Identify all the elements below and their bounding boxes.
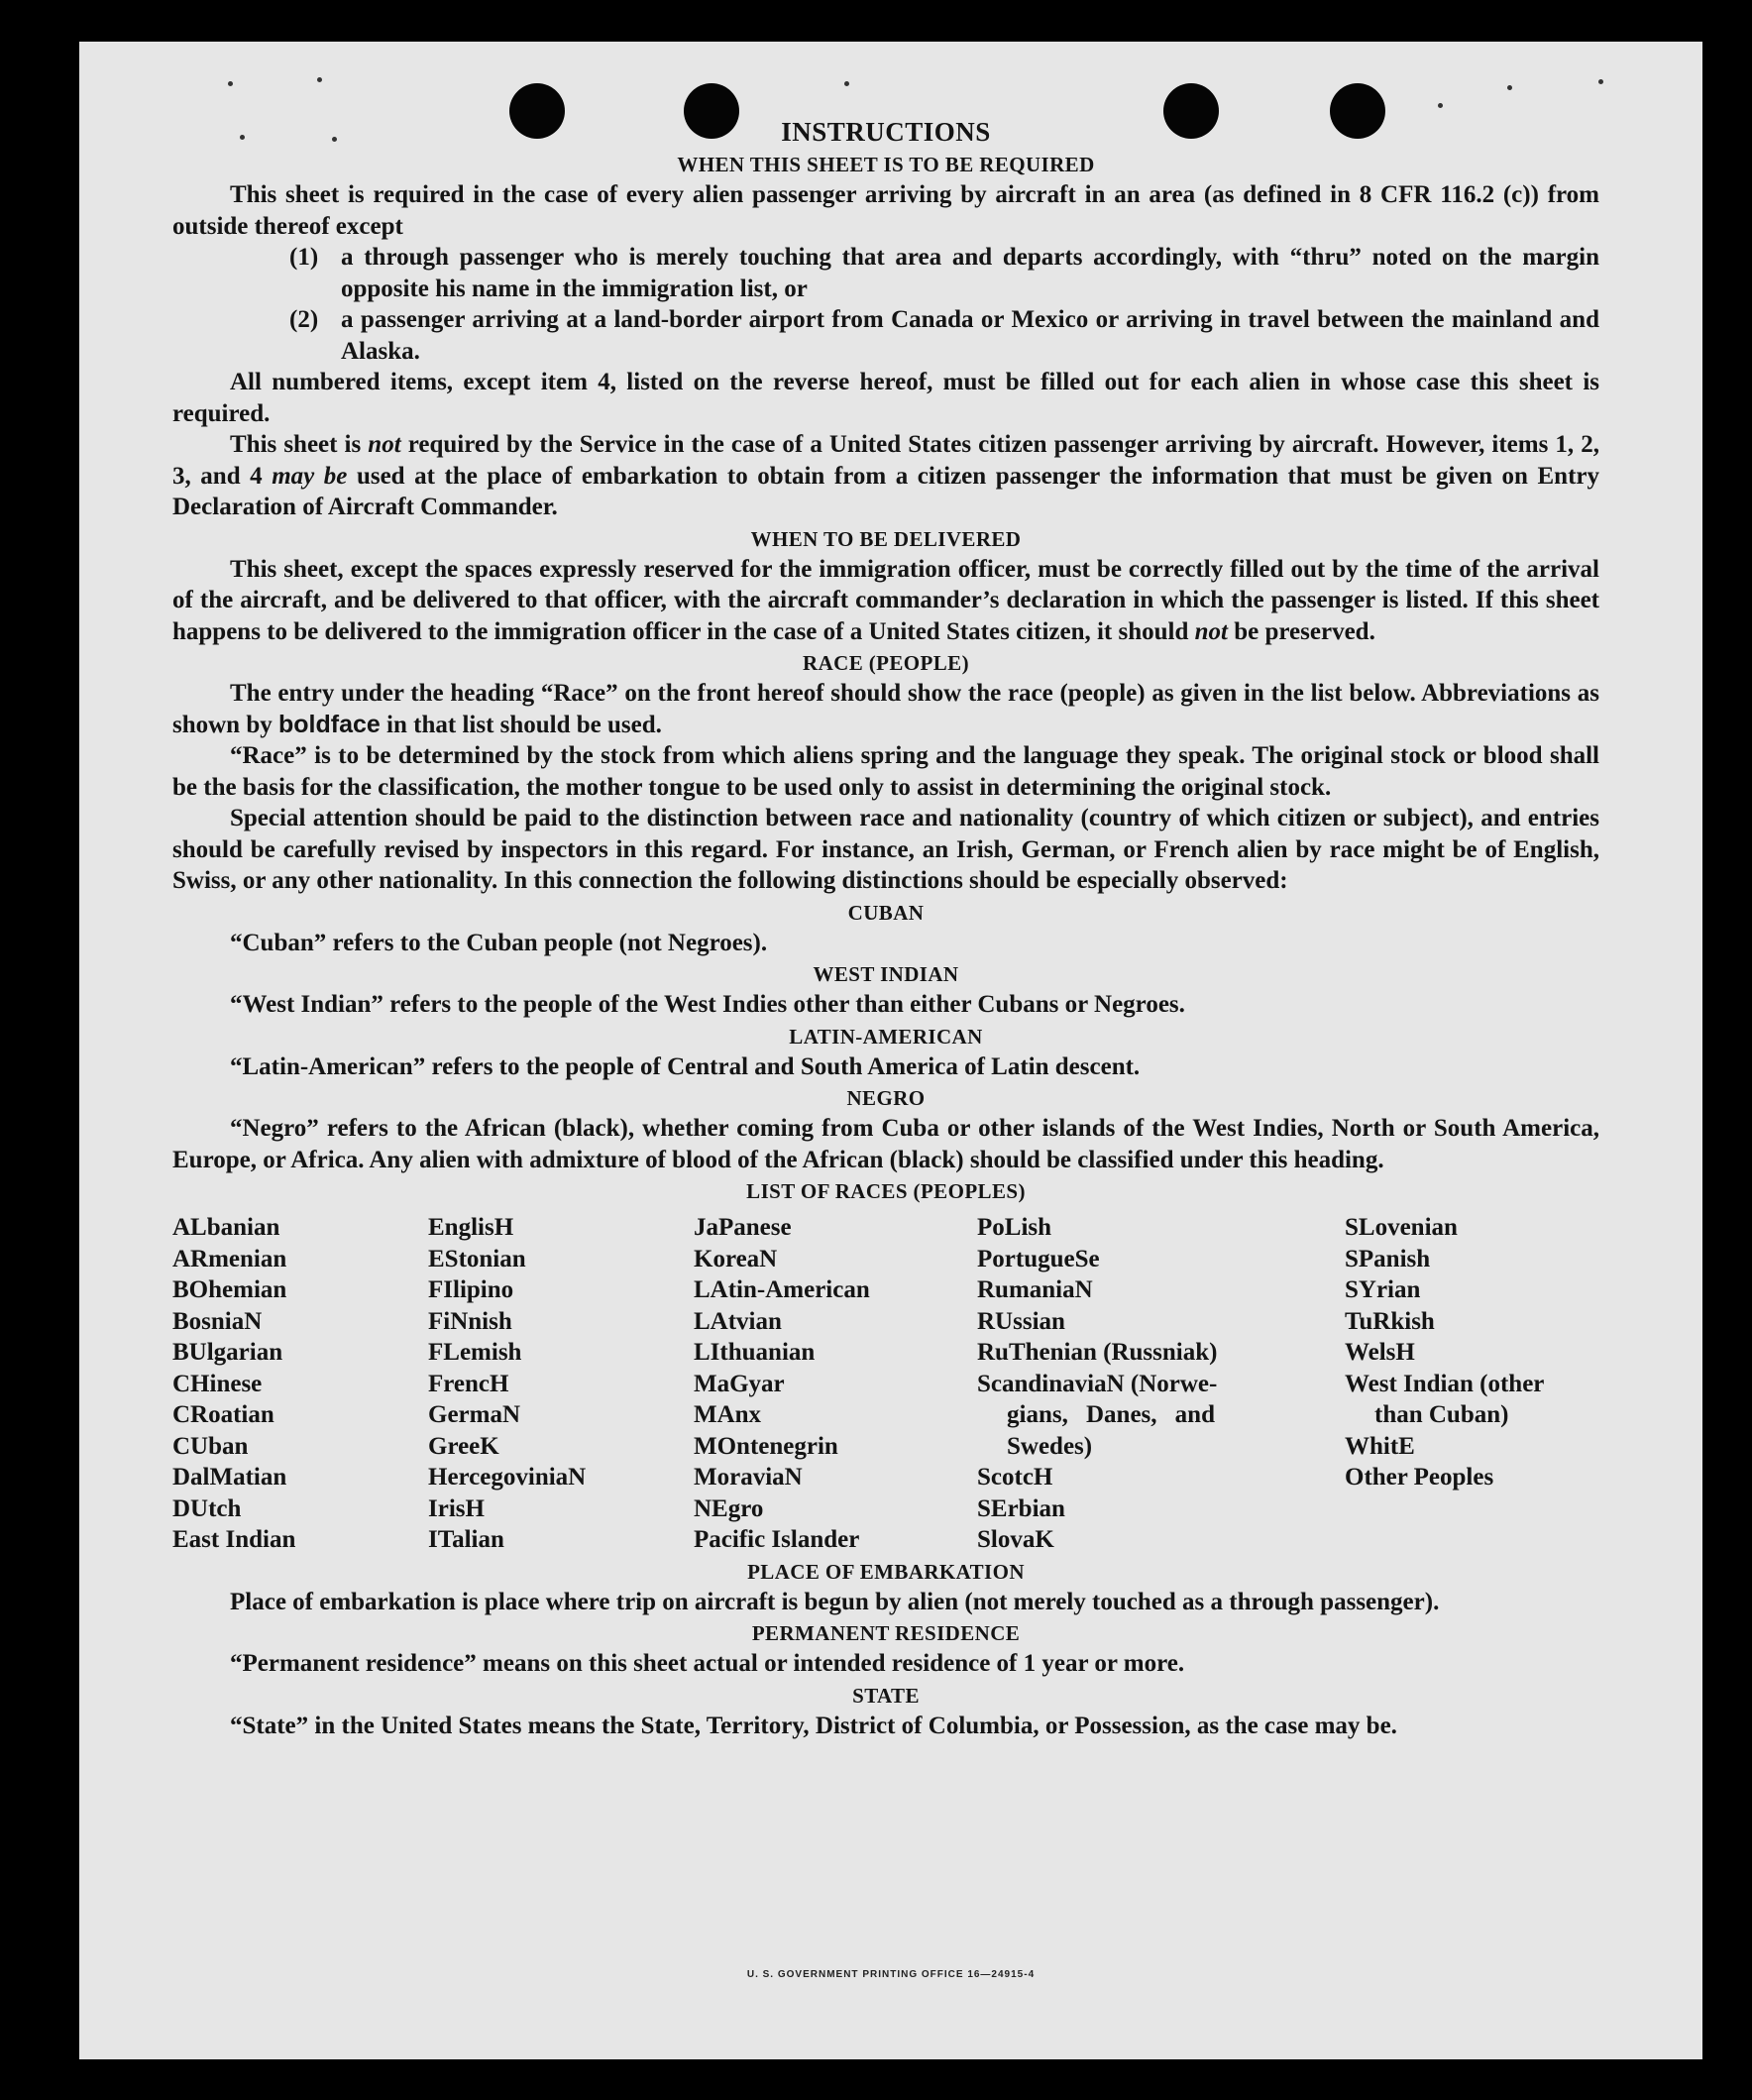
boldface-run: boldface: [278, 710, 381, 738]
race-entry: DalMatian: [172, 1464, 287, 1491]
race-entry: Other Peoples: [1345, 1464, 1494, 1491]
race-entry: BosniaN: [172, 1307, 263, 1335]
race-entry-continued: Swedes): [1007, 1432, 1093, 1460]
race-entry: JaPanese: [694, 1214, 792, 1241]
race-entry: FrencH: [428, 1370, 509, 1397]
race-entry: KoreaN: [694, 1245, 778, 1272]
speck: [1438, 103, 1443, 108]
heading-negro: NEGRO: [846, 1086, 926, 1110]
speck: [844, 81, 849, 86]
instructions-body: [172, 115, 1599, 1741]
word: Danes,: [1085, 1401, 1157, 1428]
list-item: [289, 242, 1599, 304]
race-entry: Pacific Islander: [694, 1526, 860, 1553]
heading-cuban: CUBAN: [847, 900, 925, 925]
paragraph: “Cuban” refers to the Cuban people (not Negroes).: [230, 929, 768, 956]
speck: [1507, 85, 1512, 90]
race-entry: LAtin-American: [694, 1276, 870, 1303]
race-entry: MaGyar: [694, 1370, 785, 1397]
heading-latin-american: LATIN-AMERICAN: [789, 1024, 983, 1049]
word: and: [1174, 1401, 1215, 1428]
heading-west-indian: WEST INDIAN: [813, 962, 959, 986]
italic-run: may be: [272, 462, 348, 490]
paragraph: This sheet is required in the case of every alien passenger arriving by aircraft in an area (as defined in 8 CFR 116.2 (c)) from outside thereof except: [172, 181, 1599, 240]
paragraph: [172, 554, 1599, 648]
race-entry: BUlgarian: [172, 1339, 283, 1366]
race-entry: PortugueSe: [977, 1245, 1100, 1272]
heading-state: STATE: [852, 1683, 920, 1708]
heading-race: RACE (PEOPLE): [803, 651, 969, 675]
race-entry: West Indian (other: [1345, 1370, 1545, 1397]
race-entry: MoraviaN: [694, 1464, 803, 1491]
heading-place-of-embarkation: PLACE OF EMBARKATION: [747, 1559, 1025, 1584]
race-entry: FiNnish: [428, 1307, 512, 1335]
race-entry: SPanish: [1345, 1245, 1431, 1272]
text-run: used at the place of embarkation to obtain from a citizen passenger the information that must be given on Entry Declaration of Aircraft Commander.: [172, 462, 1599, 520]
heading-when-delivered: WHEN TO BE DELIVERED: [750, 526, 1022, 551]
text-run: required by the Service in the case of a United States citizen passenger arriving by aircraft. However, items 1, 2, 3, and 4: [172, 431, 1599, 490]
paragraph: All numbered items, except item 4, listed on the reverse hereof, must be filled out for each alien in whose case this sheet is required.: [172, 369, 1599, 427]
item-number: (2): [289, 306, 319, 333]
race-column: [172, 1212, 428, 1556]
list-item: [289, 304, 1599, 367]
race-entry: FLemish: [428, 1339, 522, 1366]
race-entry-continued: [977, 1399, 1345, 1431]
text-run: This sheet, except the spaces expressly reserved for the immigration officer, must be correctly filled out by the time of the arrival of the aircraft, and be delivered to that officer, with the aircraft commander’s declaration in which the passenger is listed. If this sheet happens to be delivered to the immigration officer in the case of a United States citizen, it should: [172, 555, 1599, 645]
race-entry: WhitE: [1345, 1432, 1415, 1460]
italic-run: not: [368, 431, 401, 458]
race-entry: RUssian: [977, 1307, 1065, 1335]
race-entry: ScandinaviaN (Norwe-: [977, 1370, 1218, 1397]
document-page: [79, 42, 1702, 2059]
paragraph: “State” in the United States means the State, Territory, District of Columbia, or Possession, as the case may be.: [230, 1712, 1397, 1739]
race-entry: ScotcH: [977, 1464, 1053, 1491]
race-entry: CRoatian: [172, 1401, 274, 1428]
paragraph: “West Indian” refers to the people of the West Indies other than either Cubans or Negroes.: [230, 991, 1185, 1018]
paragraph: Place of embarkation is place where trip on aircraft is begun by alien (not merely touched as a through passenger).: [230, 1588, 1440, 1615]
race-entry: East Indian: [172, 1526, 296, 1553]
race-entry: RuThenian (Russniak): [977, 1339, 1218, 1366]
race-entry: SLovenian: [1345, 1214, 1458, 1241]
speck: [317, 77, 322, 82]
race-entry: EnglisH: [428, 1214, 514, 1241]
speck: [228, 81, 233, 86]
race-entry: ALbanian: [172, 1214, 280, 1241]
race-entry: RumaniaN: [977, 1276, 1093, 1303]
paragraph: “Permanent residence” means on this sheet actual or intended residence of 1 year or more.: [230, 1650, 1185, 1677]
race-entry: IrisH: [428, 1494, 485, 1522]
race-entry: ARmenian: [172, 1245, 287, 1272]
race-entry: CUban: [172, 1432, 249, 1460]
heading-when-required: WHEN THIS SHEET IS TO BE REQUIRED: [677, 153, 1095, 176]
race-entry: DUtch: [172, 1494, 242, 1522]
text-run: in that list should be used.: [380, 711, 662, 738]
text-run: be preserved.: [1228, 617, 1375, 645]
speck: [1598, 79, 1603, 84]
italic-run: not: [1194, 617, 1228, 645]
race-column: [1345, 1212, 1599, 1556]
race-entry: CHinese: [172, 1370, 263, 1397]
race-entry: TuRkish: [1345, 1307, 1435, 1335]
race-column: [977, 1212, 1345, 1556]
text-run: The entry under the heading “Race” on the front hereof should show the race (people) as given in the list below. Abbreviations as shown by: [172, 680, 1599, 738]
word: gians,: [1007, 1401, 1068, 1428]
race-column: [694, 1212, 977, 1556]
race-entry: MOntenegrin: [694, 1432, 838, 1460]
item-text: a passenger arriving at a land-border airport from Canada or Mexico or arriving in travel between the mainland and Alaska.: [341, 306, 1599, 365]
text-run: This sheet is: [230, 431, 369, 458]
race-entry: MAnx: [694, 1401, 762, 1428]
item-number: (1): [289, 244, 319, 271]
race-entry: HercegoviniaN: [428, 1464, 587, 1491]
race-entry: NEgro: [694, 1494, 764, 1522]
race-entry: LIthuanian: [694, 1339, 816, 1366]
race-entry: SErbian: [977, 1494, 1065, 1522]
page-title: INSTRUCTIONS: [781, 117, 991, 147]
race-entry: PoLish: [977, 1214, 1052, 1241]
heading-list-of-races: LIST OF RACES (PEOPLES): [746, 1179, 1026, 1203]
race-entry: LAtvian: [694, 1307, 782, 1335]
paragraph: “Negro” refers to the African (black), whether coming from Cuba or other islands of the West Indies, North or South America, Europe, or Africa. Any alien with admixture of blood of the African (black) should be classified under this heading.: [172, 1115, 1599, 1173]
race-entry: ITalian: [428, 1526, 504, 1553]
race-entry: GermaN: [428, 1401, 521, 1428]
printer-imprint: U. S. GOVERNMENT PRINTING OFFICE 16—24915-4: [746, 1969, 1036, 1980]
race-entry: BOhemian: [172, 1276, 287, 1303]
race-entry: SYrian: [1345, 1276, 1421, 1303]
paragraph: “Race” is to be determined by the stock from which aliens spring and the language they speak. The original stock or blood shall be the basis for the classification, the mother tongue to be used only to assist in determining the original stock.: [172, 742, 1599, 801]
race-entry: EStonian: [428, 1245, 526, 1272]
heading-permanent-residence: PERMANENT RESIDENCE: [751, 1621, 1021, 1645]
paragraph: “Latin-American” refers to the people of Central and South America of Latin descent.: [230, 1052, 1141, 1080]
races-table: [172, 1212, 1599, 1556]
race-column: [428, 1212, 694, 1556]
paragraph: [172, 678, 1599, 740]
paragraph: Special attention should be paid to the distinction between race and nationality (country of which citizen or subject), and entries should be carefully revised by inspectors in this regard. For instance, an Irish, German, or French alien by race might be of English, Swiss, or any other nationality. In this connection the following distinctions should be especially observed:: [172, 805, 1599, 894]
race-entry: GreeK: [428, 1432, 499, 1460]
paragraph: [172, 429, 1599, 523]
race-entry: SlovaK: [977, 1526, 1054, 1553]
item-text: a through passenger who is merely touching that area and departs accordingly, with “thru” noted on the margin opposite his name in the immigration list, or: [341, 244, 1599, 302]
race-entry-continued: than Cuban): [1374, 1401, 1509, 1428]
race-entry: WelsH: [1345, 1339, 1415, 1366]
race-entry: FIlipino: [428, 1276, 514, 1303]
